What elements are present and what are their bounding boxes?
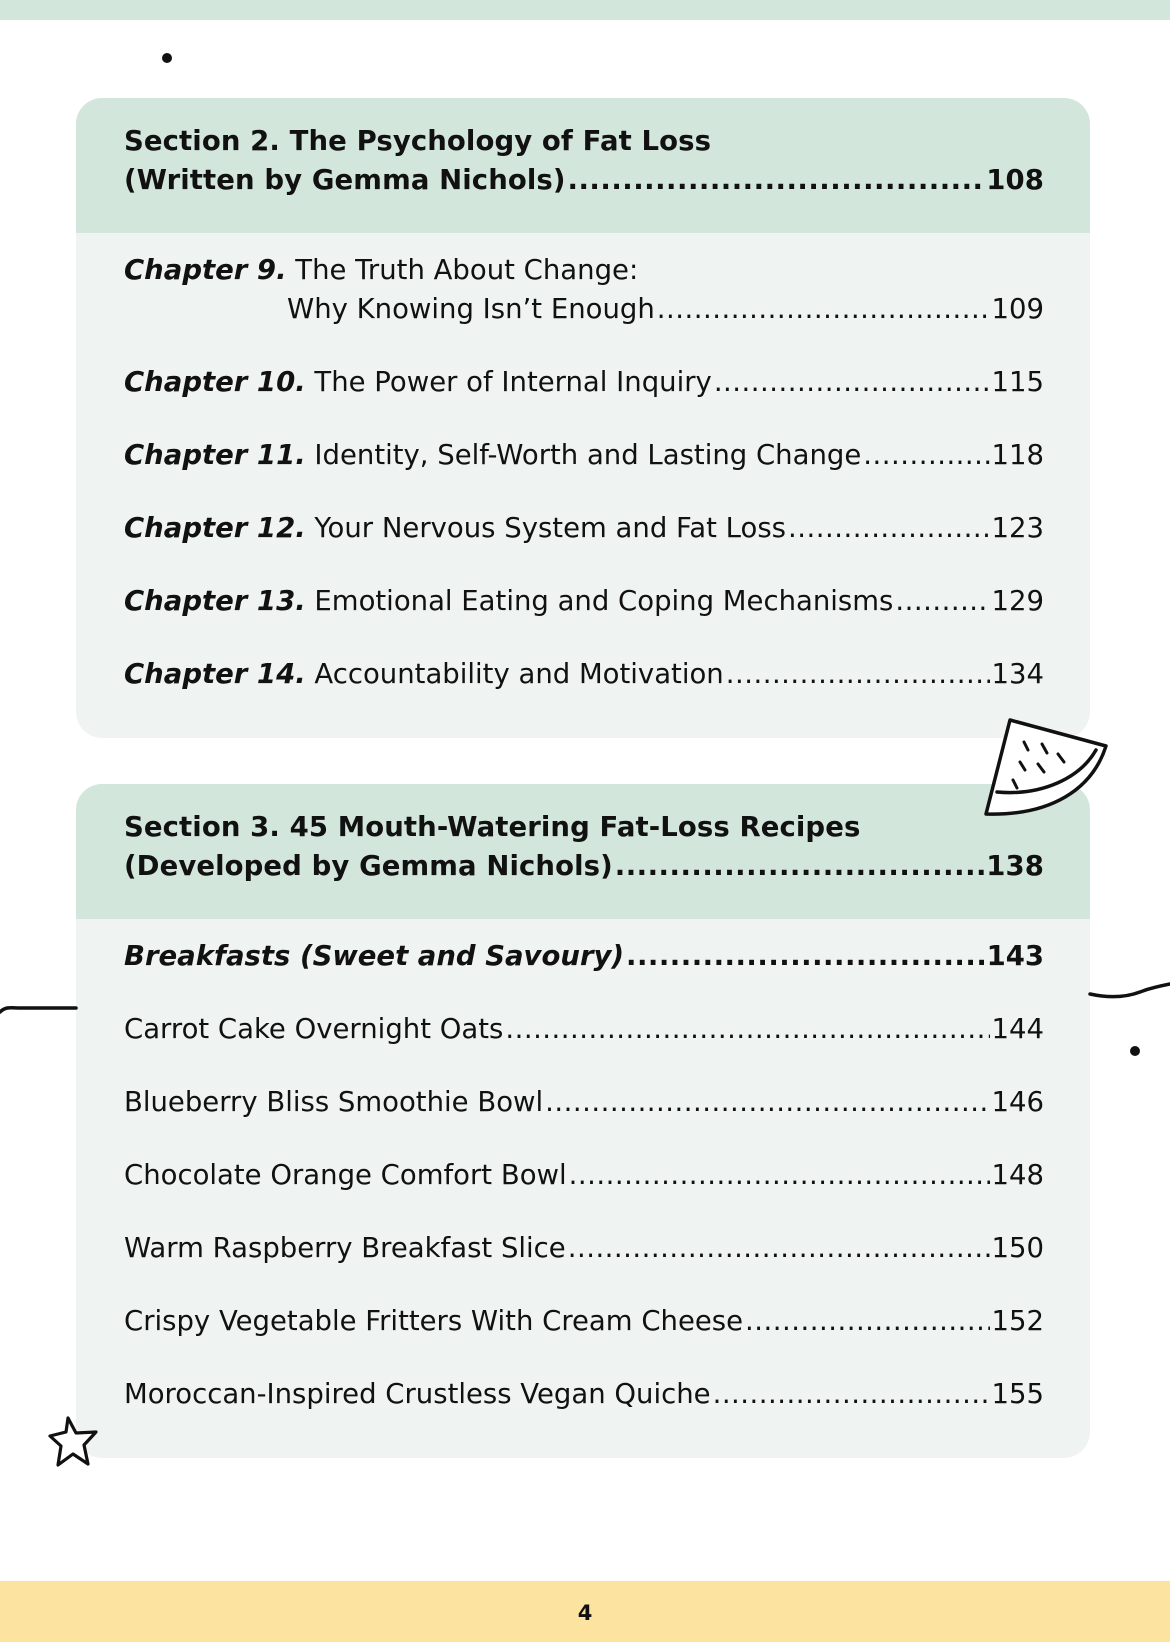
section-3-recipe-list — [76, 937, 1090, 1414]
dot-leader — [863, 436, 989, 475]
dot-leader — [713, 1375, 990, 1414]
section-3-title-row[interactable] — [124, 847, 1044, 886]
recipe-page: 144 — [991, 1013, 1044, 1045]
dot-leader — [745, 1302, 989, 1341]
toc-entry-chapter-11[interactable] — [124, 436, 1044, 475]
chapter-title-cont: Why Knowing Isn’t Enough — [287, 293, 655, 325]
top-band — [0, 0, 1170, 20]
dot-leader — [895, 582, 989, 621]
chapter-label: Chapter 10. — [124, 366, 306, 398]
chapter-title: The Truth About Change: — [295, 254, 639, 286]
toc-entry-recipe[interactable] — [124, 1375, 1044, 1414]
chapter-page: 129 — [991, 585, 1044, 617]
section-2-title-row[interactable] — [124, 161, 1044, 200]
toc-entry-breakfasts[interactable] — [124, 937, 1044, 976]
toc-entry-chapter-13[interactable] — [124, 582, 1044, 621]
recipe-page: 148 — [991, 1159, 1044, 1191]
dot-leader — [626, 937, 985, 976]
section-2-chapter-list — [76, 251, 1090, 694]
chapter-label: Chapter 9. — [124, 254, 287, 286]
dot-leader — [505, 1010, 989, 1049]
chapter-page: 115 — [991, 366, 1044, 398]
section-2-author: (Written by Gemma Nichols) — [124, 164, 566, 196]
toc-entry-chapter-10[interactable] — [124, 363, 1044, 402]
chapter-page: 109 — [991, 293, 1044, 325]
dot-decoration — [161, 52, 173, 64]
recipe-title: Carrot Cake Overnight Oats — [124, 1013, 504, 1045]
section-3-header — [76, 784, 1090, 919]
toc-entry-recipe[interactable] — [124, 1156, 1044, 1195]
section-3-page: 138 — [986, 850, 1044, 882]
toc-entry-recipe[interactable] — [124, 1010, 1044, 1049]
chapter-label: Chapter 14. — [124, 658, 306, 690]
recipe-page: 146 — [991, 1086, 1044, 1118]
section-3-author: (Developed by Gemma Nichols) — [124, 850, 613, 882]
dot-decoration — [1129, 1045, 1141, 1057]
toc-entry-recipe[interactable] — [124, 1083, 1044, 1122]
subsection-page: 143 — [986, 940, 1044, 972]
chapter-page: 123 — [991, 512, 1044, 544]
section-3-card — [76, 784, 1090, 1458]
section-2-card — [76, 98, 1090, 738]
dot-leader — [714, 363, 990, 402]
chapter-page: 134 — [991, 658, 1044, 690]
chapter-page: 118 — [991, 439, 1044, 471]
chapter-title: The Power of Internal Inquiry — [314, 366, 712, 398]
toc-entry-recipe[interactable] — [124, 1302, 1044, 1341]
dot-leader — [615, 847, 985, 886]
dot-leader — [569, 1156, 990, 1195]
dot-leader — [788, 509, 989, 548]
subsection-title: Breakfasts (Sweet and Savoury) — [124, 940, 625, 972]
footer-band — [0, 1581, 1170, 1642]
recipe-title: Warm Raspberry Breakfast Slice — [124, 1232, 566, 1264]
chapter-title: Emotional Eating and Coping Mechanisms — [314, 585, 894, 617]
dot-leader — [545, 1083, 989, 1122]
toc-entry-chapter-9[interactable] — [124, 251, 1044, 329]
dot-leader — [568, 161, 985, 200]
chapter-title: Your Nervous System and Fat Loss — [314, 512, 787, 544]
star-icon — [46, 1414, 104, 1470]
page-number: 4 — [577, 1600, 593, 1625]
recipe-page: 152 — [991, 1305, 1044, 1337]
chapter-label: Chapter 11. — [124, 439, 306, 471]
section-3-title: Section 3. 45 Mouth-Watering Fat-Loss Recipes — [124, 811, 861, 843]
toc-entry-chapter-14[interactable] — [124, 655, 1044, 694]
watermelon-icon — [980, 712, 1112, 824]
recipe-page: 155 — [991, 1378, 1044, 1410]
dot-leader — [726, 655, 990, 694]
chapter-title: Identity, Self-Worth and Lasting Change — [314, 439, 862, 471]
chapter-label: Chapter 12. — [124, 512, 306, 544]
recipe-title: Crispy Vegetable Fritters With Cream Cheese — [124, 1305, 744, 1337]
section-2-header — [76, 98, 1090, 233]
recipe-title: Moroccan-Inspired Crustless Vegan Quiche — [124, 1378, 711, 1410]
squiggle-right-decoration — [1088, 976, 1170, 1004]
recipe-title: Blueberry Bliss Smoothie Bowl — [124, 1086, 544, 1118]
section-2-page: 108 — [986, 164, 1044, 196]
section-2-title: Section 2. The Psychology of Fat Loss — [124, 125, 712, 157]
chapter-title: Accountability and Motivation — [314, 658, 724, 690]
toc-entry-recipe[interactable] — [124, 1229, 1044, 1268]
toc-entry-chapter-12[interactable] — [124, 509, 1044, 548]
squiggle-left-decoration — [0, 1000, 78, 1016]
dot-leader — [657, 290, 990, 329]
chapter-label: Chapter 13. — [124, 585, 306, 617]
dot-leader — [568, 1229, 990, 1268]
recipe-title: Chocolate Orange Comfort Bowl — [124, 1159, 567, 1191]
recipe-page: 150 — [991, 1232, 1044, 1264]
